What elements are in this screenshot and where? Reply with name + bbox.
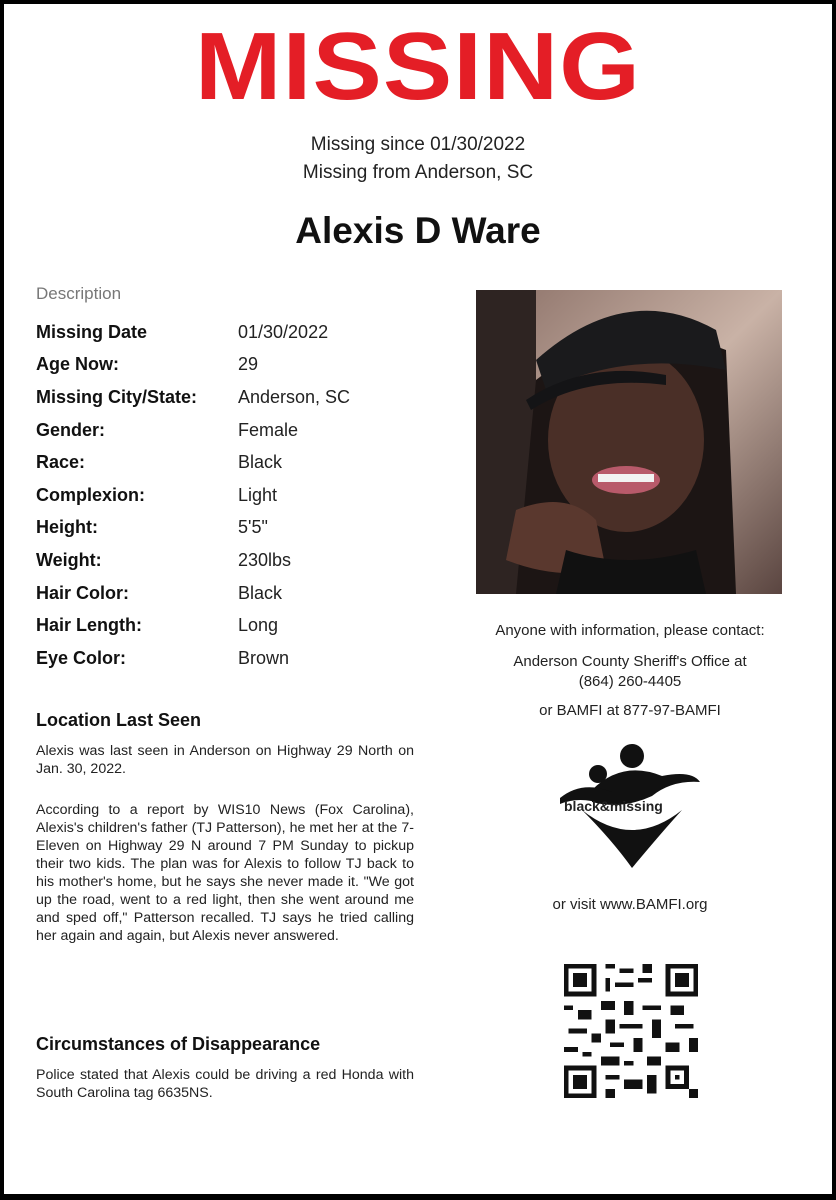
detail-value: 29 <box>238 354 259 375</box>
detail-row <box>36 316 456 349</box>
detail-label: Missing Date <box>36 321 148 342</box>
detail-value: 01/30/2022 <box>238 321 329 342</box>
missing-headline: MISSING <box>194 13 642 121</box>
detail-row <box>36 446 456 479</box>
location-text: Alexis was last seen in Anderson on Highway 29 North on Jan. 30, 2022. <box>36 743 414 777</box>
detail-row <box>36 544 456 577</box>
detail-value: 230lbs <box>238 549 292 570</box>
detail-label: Weight: <box>36 549 102 570</box>
location-title: Location Last Seen <box>36 710 202 730</box>
detail-value: Brown <box>238 647 290 668</box>
bamfi-logo-text: black&missing <box>564 798 663 814</box>
detail-row <box>36 381 456 414</box>
detail-value: Black <box>238 582 283 603</box>
detail-row <box>36 414 456 447</box>
detail-value: Anderson, SC <box>238 386 351 407</box>
circumstances-title: Circumstances of Disappearance <box>36 1034 321 1054</box>
detail-label: Hair Length: <box>36 615 142 636</box>
detail-label: Height: <box>36 517 98 538</box>
circumstances-text: Police stated that Alexis could be driving a red Honda with South Carolina tag 6635NS. <box>36 1067 414 1101</box>
detail-label: Missing City/State: <box>36 386 198 407</box>
detail-row <box>36 609 456 642</box>
visit-website: or visit www.BAMFI.org <box>552 896 708 913</box>
details-list <box>36 316 456 675</box>
detail-row <box>36 349 456 382</box>
detail-row <box>36 642 456 675</box>
contact-intro: Anyone with information, please contact: <box>495 622 765 639</box>
detail-row <box>36 512 456 545</box>
detail-value: Long <box>238 615 279 636</box>
detail-row <box>36 577 456 610</box>
description-heading: Description <box>36 284 122 303</box>
detail-row <box>36 479 456 512</box>
contact-office <box>460 652 800 692</box>
detail-value: Light <box>238 484 278 505</box>
missing-poster <box>4 4 832 1194</box>
person-photo <box>476 290 782 594</box>
detail-label: Eye Color: <box>36 647 127 668</box>
qr-code-icon <box>564 964 698 1098</box>
missing-from: Missing from Anderson, SC <box>302 162 534 183</box>
detail-label: Hair Color: <box>36 582 130 603</box>
person-name: Alexis D Ware <box>295 210 541 251</box>
contact-bamfi: or BAMFI at 877-97-BAMFI <box>539 702 721 719</box>
contact-office-phone: (864) 260-4405 <box>578 673 682 690</box>
detail-value: 5'5" <box>238 517 268 538</box>
detail-value: Female <box>238 419 299 440</box>
missing-since: Missing since 01/30/2022 <box>310 134 526 155</box>
detail-label: Race: <box>36 452 86 473</box>
detail-label: Age Now: <box>36 354 119 375</box>
detail-label: Complexion: <box>36 484 146 505</box>
detail-value: Black <box>238 452 283 473</box>
contact-office-line1: Anderson County Sheriff's Office at <box>513 653 747 670</box>
detail-label: Gender: <box>36 419 106 440</box>
report-text: According to a report by WIS10 News (Fox Carolina), Alexis's children's father (TJ Patterson), he met her at the 7-Eleven on Highway 29 N around 7 PM Sunday to pickup their two kids. The plan was for Alexis to follow TJ back to his mother's home, but he says she never made it. "We got up the road, went to a red light, then she went around me and sped off," Patterson recalled. TJ says he tried calling her again and again, but Alexis never answered. <box>36 802 414 944</box>
